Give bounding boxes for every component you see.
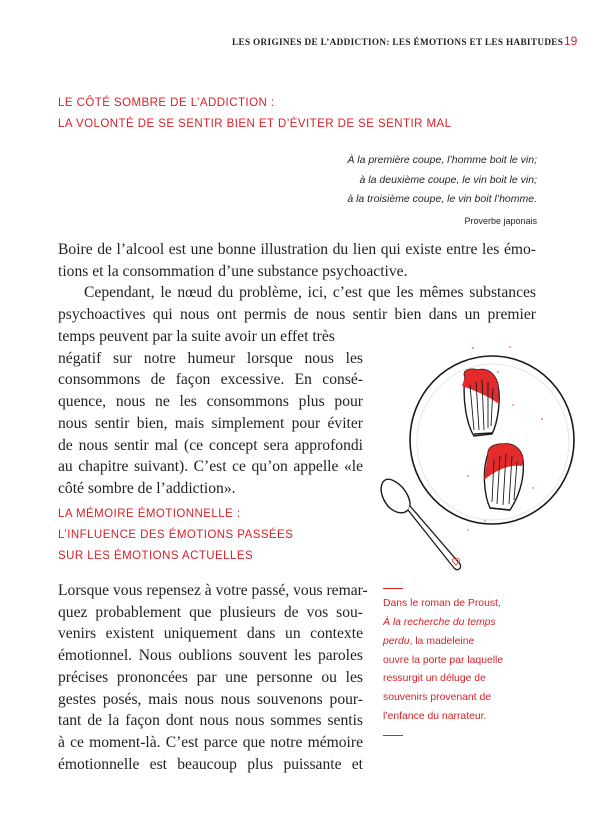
text-line: tions et la consommation d’une substance psychoactive. [58,262,408,280]
plate-madeleines-spoon-icon [370,330,600,580]
section-title-emotional-memory [58,504,293,567]
text-line: émotionnelle est beaucoup plus puissante et [58,755,363,773]
caption-line: ouvre la porte par laquelle [383,654,504,666]
madeleine-bottom-icon [484,444,523,510]
section-title-line: LE CÔTÉ SOMBRE DE L’ADDICTION : [58,97,275,109]
text-line: à ce moment-là. C’est parce que notre mémoire [58,733,363,751]
section-title-line: L’INFLUENCE DES ÉMOTIONS PASSÉES [58,529,294,541]
text-line: négatif sur notre humeur lorsque nous les [58,349,363,367]
running-header: LES ORIGINES DE L’ADDICTION: LES ÉMOTIONS ET LES HABITUDES [232,37,564,47]
text-line: consommons de façon excessive. En consé- [58,371,363,389]
epigraph-line: à la troisième coupe, le vin boit l’homme. [347,193,537,205]
text-line: quez probablement que plusieurs de vos sou- [58,603,363,621]
text-line: Cependant, le nœud du problème, ici, c’est que les mêmes substances [84,284,536,302]
text-line: temps peuvent par la suite avoir un effet très [58,328,335,345]
page-number: 19 [564,34,578,48]
caption-line [383,614,503,633]
madeleine-top-icon [462,369,499,436]
caption-top-rule [383,588,403,589]
book-title: perdu [383,635,410,647]
text-line: au chapitre suivant). C’est ce qu’on appelle «le [58,458,363,476]
madeleine-illustration [370,330,600,580]
section-title-line: LA MÉMOIRE ÉMOTIONNELLE : [58,508,241,520]
text-line: précises prononcées par une personne ou les [58,668,363,686]
text-line: gestes posés, mais nous nous souvenons pour- [58,690,363,708]
epigraph [347,151,537,231]
section-title-line: SUR LES ÉMOTIONS ACTUELLES [58,550,254,562]
text-line: côté sombre de l’addiction». [58,479,236,497]
caption-line: souvenirs provenant de [383,692,492,704]
section-title-line: LA VOLONTÉ DE SE SENTIR BIEN ET D’ÉVITER DE SE SENTIR MAL [58,118,452,130]
paragraph-dark-side [58,326,363,500]
paragraph-alcohol-illustration [58,239,536,326]
text-line: nous sentir bien, mais simplement pour éviter [58,414,363,432]
section-title-dark-side [58,93,452,135]
text-line: tant de la façon dont nous nous sommes sentis [58,712,363,730]
caption-bottom-rule [383,735,403,736]
text-line: de nous sentir mal (ce concept sera approfondi [58,436,363,454]
book-title: À la recherche du temps [383,616,496,628]
spoon-icon [381,479,460,569]
caption-line [383,633,503,652]
text-line: Lorsque vous repensez à votre passé, vous remar- [58,582,368,599]
paragraph-emotional-memory [58,580,368,775]
caption-text: , la madeleine [409,635,475,647]
text-line: psychoactives qui nous ont permis de nous sentir bien dans un premier [58,306,536,324]
text-line: émotionnel. Nous oublions souvent les paroles [58,647,363,665]
epigraph-line: à la deuxième coupe, le vin boit le vin; [359,173,537,186]
epigraph-source: Proverbe japonais [464,215,537,226]
caption-line: ressurgit un déluge de [383,673,486,685]
caption-line: l’enfance du narrateur. [383,710,487,722]
epigraph-line: À la première coupe, l’homme boit le vin; [347,154,537,166]
text-line: quence, nous ne les consommons plus pour [58,393,363,411]
text-line: venirs existent uniquement dans un contexte [58,625,363,643]
sidebar-caption [383,584,503,742]
caption-line: Dans le roman de Proust, [383,598,501,610]
text-line: Boire de l’alcool est une bonne illustration du lien qui existe entre les émo- [58,241,536,258]
